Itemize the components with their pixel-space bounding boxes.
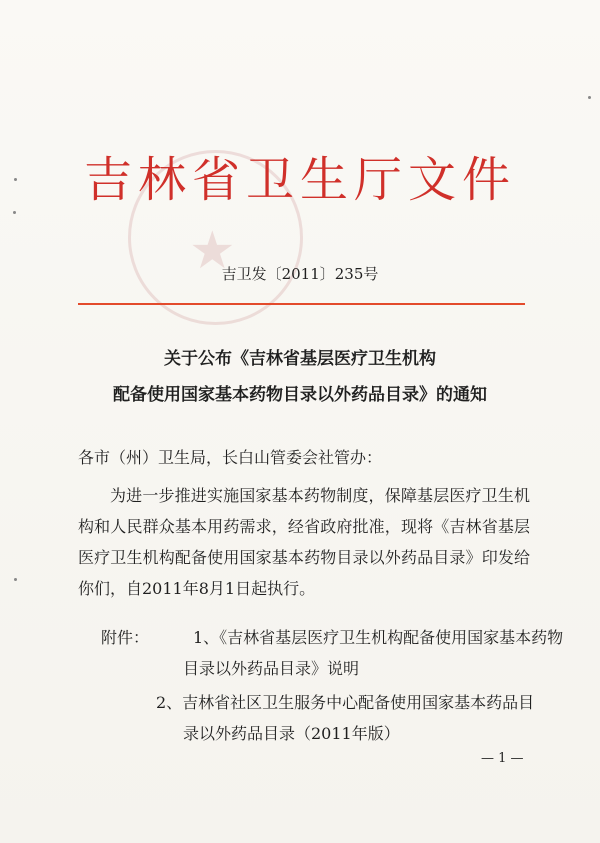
attachment-2-line-2: 录以外药品目录（2011年版） <box>183 724 400 743</box>
document-number: 吉卫发〔2011〕235号 <box>221 265 379 283</box>
addressee: 各市（州）卫生局，长白山管委会社管办： <box>78 448 383 467</box>
scan-speck <box>14 178 17 181</box>
scan-speck <box>14 578 17 581</box>
header-divider <box>78 303 525 305</box>
scan-speck <box>588 96 591 99</box>
scan-speck <box>13 211 16 214</box>
attachment-1-line-2: 目录以外药品目录》说明 <box>183 659 360 678</box>
notice-title-line-2: 配备使用国家基本药物目录以外药品目录》的通知 <box>113 385 487 405</box>
notice-title-line-1: 关于公布《吉林省基层医疗卫生机构 <box>164 349 436 369</box>
attachment-2-line-1: 2、吉林省社区卫生服务中心配备使用国家基本药品目 <box>156 693 535 712</box>
page-number: — 1 — <box>481 751 524 766</box>
body-paragraph: 为进一步推进实施国家基本药物制度，保障基层医疗卫生机构和人民群众基本用药需求，经省政府批准，现将《吉林省基层医疗卫生机构配备使用国家基本药物目录以外药品目录》印发给你们，自2011年8月1日起执行。 <box>78 486 530 598</box>
seal-star-icon: ★ <box>189 221 236 281</box>
attachments-label: 附件： <box>101 628 150 647</box>
attachment-1-line-1: 1、《吉林省基层医疗卫生机构配备使用国家基本药物 <box>193 628 564 647</box>
document-header-title: 吉林省卫生厅文件 <box>83 152 516 208</box>
